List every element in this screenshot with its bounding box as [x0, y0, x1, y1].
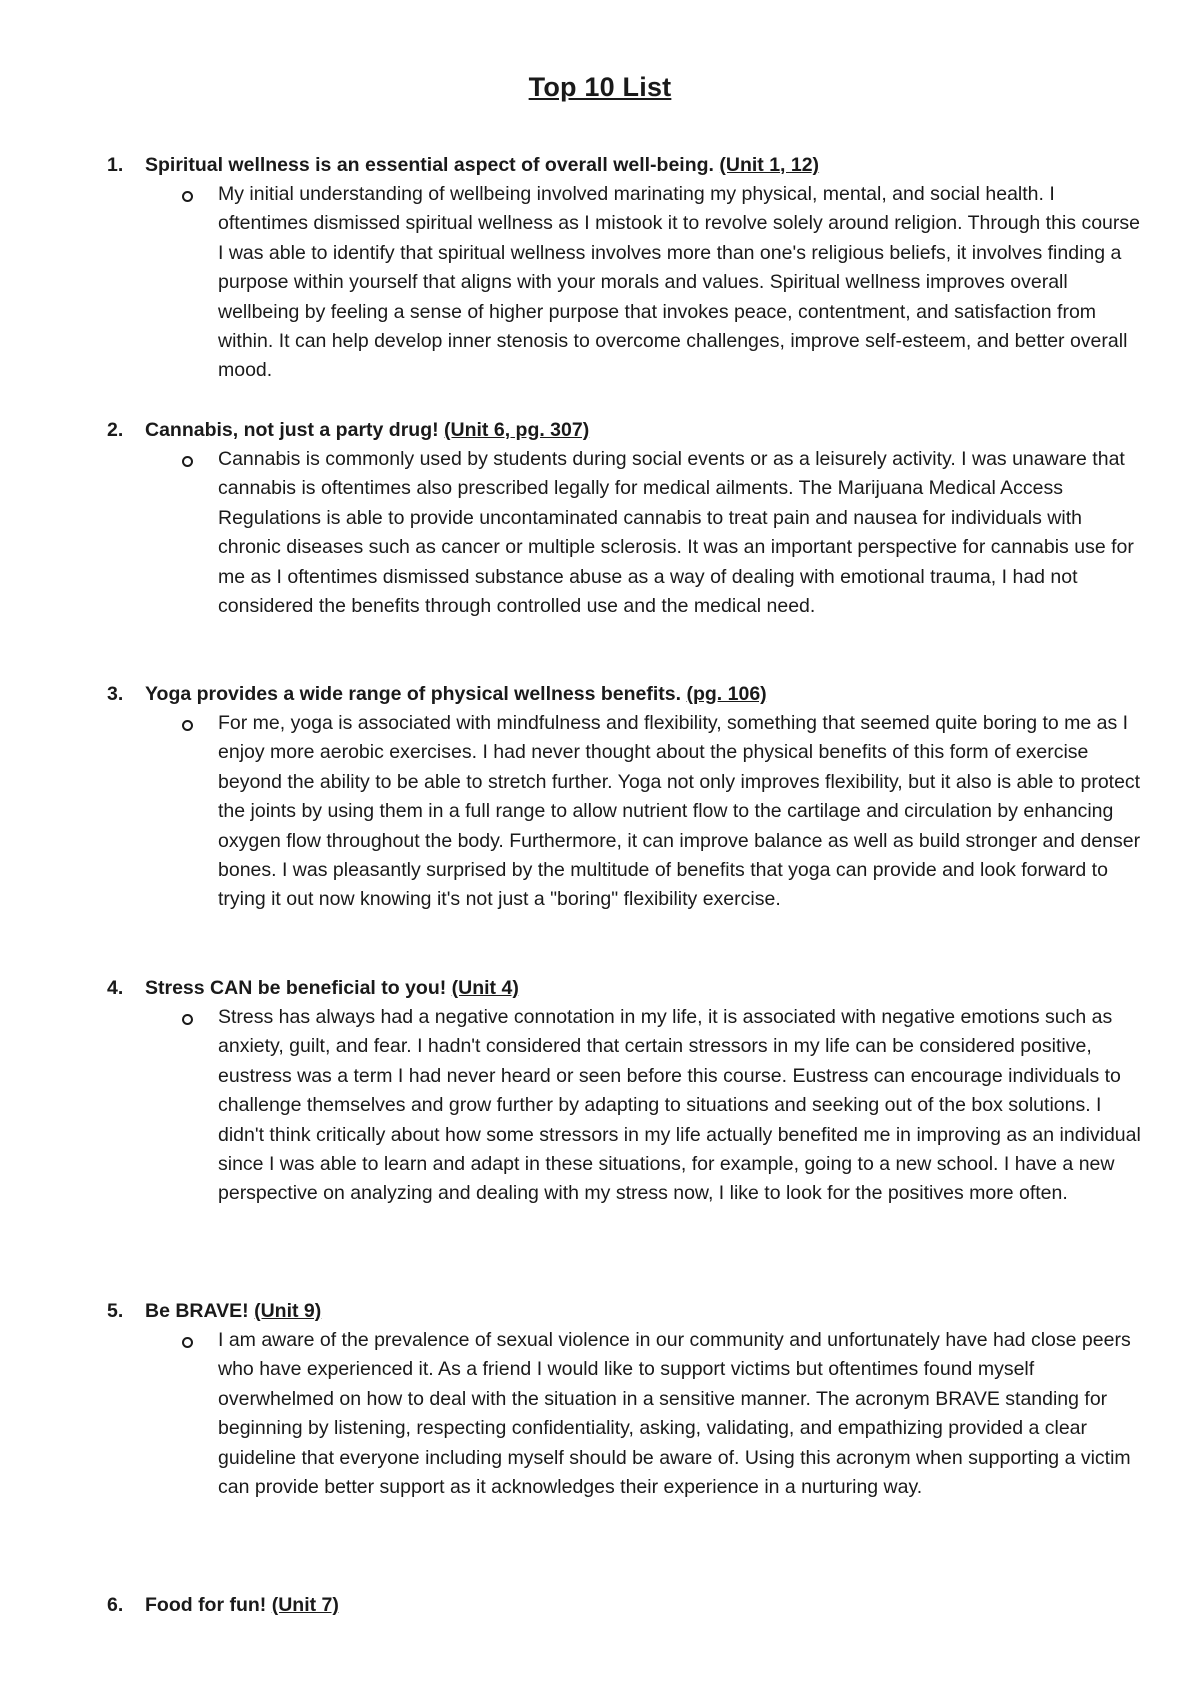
list-item-heading — [145, 416, 589, 445]
unit-reference: (Unit 6, pg. 307) — [444, 419, 590, 441]
list-item-heading-text: Food for fun! — [145, 1594, 267, 1616]
list-item-heading-text: Be BRAVE! — [145, 1300, 249, 1322]
list-item-heading — [145, 1297, 321, 1326]
unit-reference: (Unit 9) — [254, 1300, 322, 1322]
list-item — [107, 1297, 1137, 1502]
hollow-bullet-icon — [182, 1337, 193, 1348]
list-item-paragraph: Cannabis is commonly used by students during social events or as a leisurely activity. I was unaware that cannabis is oftentimes also prescribed legally for medical ailments. The Marijuana Medical Access Regulations is able to provide uncontaminated cannabis to treat pain and nausea for individuals with chronic diseases such as cancer or multiple sclerosis. It was an important perspective for cannabis use for me as I oftentimes dismissed substance abuse as a way of dealing with emotional trauma, I had not considered the benefits through controlled use and the medical need. — [218, 448, 1134, 618]
list-item-body — [218, 709, 1150, 915]
unit-reference: (Unit 4) — [451, 977, 519, 999]
unit-reference: (Unit 7) — [271, 1594, 339, 1616]
hollow-bullet-icon — [182, 720, 193, 731]
list-item-paragraph: My initial understanding of wellbeing involved marinating my physical, mental, and social health. I oftentimes dismissed spiritual wellness as I mistook it to revolve solely around religion. Through this course I was able to identify that spiritual wellness involves more than one's religious beliefs, it involves finding a purpose within yourself that aligns with your morals and values. Spiritual wellness improves overall wellbeing by feeling a sense of higher purpose that invokes peace, contentment, and satisfaction from within. It can help develop inner stenosis to overcome challenges, improve self-esteem, and better overall mood. — [218, 183, 1140, 382]
list-item-number: 1. — [107, 154, 124, 176]
list-item-heading-line — [107, 680, 1137, 709]
list-item-number: 3. — [107, 683, 124, 705]
list-item-heading — [145, 151, 819, 180]
list-item-heading — [145, 974, 519, 1003]
list-item-body — [218, 180, 1150, 386]
list-item-body — [218, 1326, 1150, 1502]
list-item-heading-text: Spiritual wellness is an essential aspect of overall well-being. — [145, 154, 714, 176]
document-title: Top 10 List — [528, 72, 672, 102]
hollow-bullet-icon — [182, 1014, 193, 1025]
list-item-heading-text: Stress CAN be beneficial to you! — [145, 977, 447, 999]
list-item-heading-line — [107, 151, 1137, 180]
unit-reference: (Unit 1, 12) — [719, 154, 820, 176]
list-item-number: 5. — [107, 1300, 124, 1322]
list-item-heading-line — [107, 1297, 1137, 1326]
list-item — [107, 974, 1141, 1209]
list-item-heading-line — [107, 1591, 1137, 1620]
list-item-body — [218, 1003, 1150, 1209]
list-item — [107, 680, 1141, 915]
hollow-bullet-icon — [182, 456, 193, 467]
list-item-heading — [145, 1591, 339, 1620]
list-item — [107, 151, 1140, 386]
list-item-heading-line — [107, 416, 1137, 445]
list-item-paragraph: Stress has always had a negative connotation in my life, it is associated with negative emotions such as anxiety, guilt, and fear. I hadn't considered that certain stressors in my life can be considered positive, eustress was a term I had never heard or seen before this course. Eustress can encourage individuals to challenge themselves and grow further by adapting to situations and seeking out of the box solutions. I didn't think critically about how some stressors in my life actually benefited me in improving as an individual since I was able to learn and adapt in these situations, for example, going to a new school. I have a new perspective on analyzing and dealing with my stress now, I like to look for the positives more often. — [218, 1006, 1141, 1205]
list-item-paragraph: For me, yoga is associated with mindfulness and flexibility, something that seemed quite boring to me as I enjoy more aerobic exercises. I had never thought about the physical benefits of this form of exercise beyond the ability to be able to stretch further. Yoga not only improves flexibility, but it also is able to protect the joints by using them in a full range to allow nutrient flow to the cartilage and circulation by enhancing oxygen flow throughout the body. Furthermore, it can improve balance as well as build stronger and denser bones. I was pleasantly surprised by the multitude of benefits that yoga can provide and look forward to trying it out now knowing it's not just a "boring" flexibility exercise. — [218, 712, 1141, 911]
list-item-body — [218, 445, 1150, 621]
list-item — [107, 416, 1137, 621]
list-item — [107, 1591, 1137, 1620]
list-item-heading — [145, 680, 767, 709]
unit-reference: (pg. 106) — [686, 683, 767, 705]
list-item-heading-text: Cannabis, not just a party drug! — [145, 419, 439, 441]
list-item-number: 4. — [107, 977, 124, 999]
list-item-number: 2. — [107, 419, 124, 441]
list-item-heading-line — [107, 974, 1137, 1003]
list-item-paragraph: I am aware of the prevalence of sexual violence in our community and unfortunately have had close peers who have experienced it. As a friend I would like to support victims but oftentimes found myself overwhelmed on how to deal with the situation in a sensitive manner. The acronym BRAVE standing for beginning by listening, respecting confidentiality, asking, validating, and empathizing provided a clear guideline that everyone including myself should be aware of. Using this acronym when supporting a victim can provide better support as it acknowledges their experience in a nurturing way. — [218, 1329, 1131, 1499]
list-item-heading-text: Yoga provides a wide range of physical wellness benefits. — [145, 683, 682, 705]
hollow-bullet-icon — [182, 191, 193, 202]
list-item-number: 6. — [107, 1594, 124, 1616]
